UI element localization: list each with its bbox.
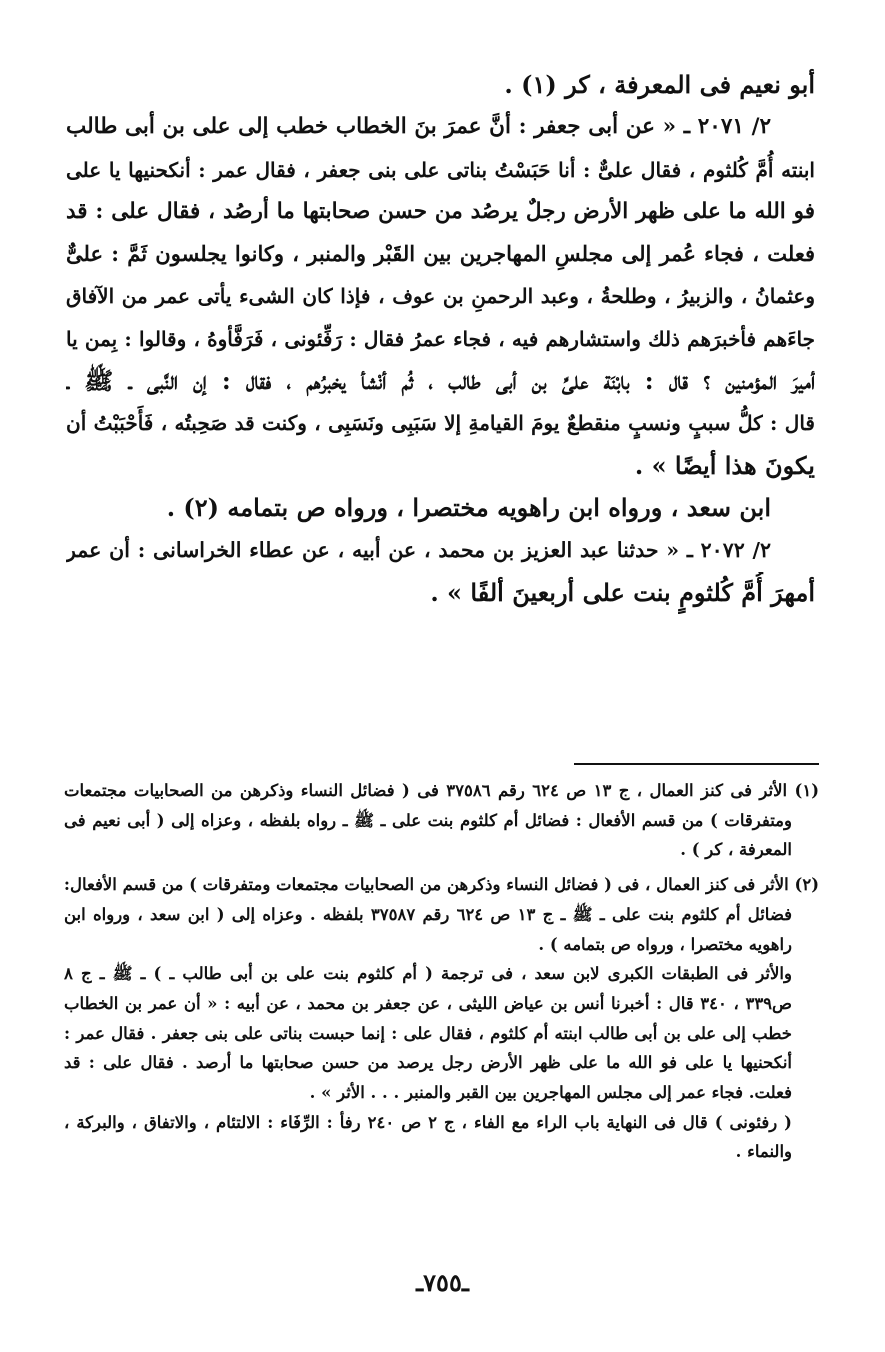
footnote-line: (٢) الأثر فى كنز العمال ، فى ( فضائل النساء وذكرهن من الصحابيات مجتمعات ومتفرقات ) من قسم الأفعال: <box>64 875 819 895</box>
text-line: ابنته أُمَّ كُلثوم ، فقال علىٌّ : أنا حَبَسْتُ بناتى على بنى جعفر ، فقال عمر : أنكحنيها يا على <box>66 157 815 182</box>
text-line: أبو نعيم فى المعرفة ، كر (١) . <box>504 70 815 99</box>
footnote-line: أنكحنيها يا على فو الله ما على ظهر الأرض رجل يرصد من حسن صحابتها ما أرصد . فقال على : قد <box>64 1053 792 1073</box>
footnote-line: (١) الأثر فى كنز العمال ، ج ١٣ ص ٦٢٤ رقم ٣٧٥٨٦ فى ( فضائل النساء وذكرهن من الصحابيات مجتمعات <box>64 781 819 800</box>
text-line: قال : كلُّ سببٍ ونسبٍ منقطعٌ يومَ القيامةِ إلا سَبَبِى ونَسَبِى ، وكنت قد صَحِبتُه ، فَأَحْبَبْتُ أن <box>66 411 815 436</box>
text-line: ٢/ ٢٠٧٢ ـ « حدثنا عبد العزيز بن محمد ، عن أبيه ، عن عطاء الخراسانى : أن عمر <box>66 538 772 563</box>
text-line: جاءَهم فأخبرَهم ذلك واستشارهم فيه ، فجاء عمرُ فقال : رَفِّئونى ، فَرَفَّأوهُ ، وقالوا : بِمن يا <box>66 326 815 351</box>
text-line: وعثمانُ ، والزبيرُ ، وطلحةُ ، وعبد الرحمنِ بن عوف ، فإذا كان الشىء يأتى عمر من الآفاق <box>66 284 815 309</box>
footnote-line: المعرفة ، كر ) . <box>680 840 792 860</box>
footnote-line: خطب إلى على بن أبى طالب ابنته أم كلثوم ، فقال على : إنما حبست بناتى على بنى جعفر . فقال عمر : <box>64 1023 792 1043</box>
text-line: فو الله ما على ظهر الأرض رجلٌ يرصُد من حسن صحابتها ما أرصُد ، فقال على : قد <box>66 198 815 224</box>
text-line: ابن سعد ، ورواه ابن راهويه مختصرا ، ورواه ص بتمامه (٢) . <box>166 492 771 522</box>
text-line: ٢/ ٢٠٧١ ـ « عن أبى جعفر : أنَّ عمرَ بنَ الخطاب خطب إلى على بن أبى طالب <box>66 114 771 140</box>
footnote-line: والأثر فى الطبقات الكبرى لابن سعد ، فى ترجمة ( أم كلثوم بنت على بن أبى طالب ـ ) ـ ﷺ ـ ج ٨ <box>64 964 792 984</box>
text-line: أميرَ المؤمنين ؟ قال : بابْنَة علىِّ بن أبى طالب ، ثُم أنْشأ يخبرُهم ، فقال : إن النَّبى ـ ﷺ ـ <box>66 366 815 396</box>
page-number: ـ٧٥٥ـ <box>416 1268 469 1297</box>
footnote-line: فعلت. فجاء عمر إلى مجلس المهاجرين بين القبر والمنبر . . . الأثر » . <box>309 1083 792 1103</box>
main-text <box>66 64 815 614</box>
footnote-line: ( رفئونى ) قال فى النهاية باب الراء مع الفاء ، ج ٢ ص ٢٤٠ رفأ : الرِّفَاء : الالتئام ، والاتفاق ، والبركة ، <box>64 1112 792 1132</box>
text-line: يكونَ هذا أيضًا » . <box>634 450 815 480</box>
footnote-line: ومتفرقات ) من قسم الأفعال : فضائل أم كلثوم بنت على ـ ﷺ ـ رواه بلفظه ، وعزاه إلى ( أبى نعيم فى <box>64 810 792 830</box>
footnote-separator <box>574 763 819 765</box>
footnotes <box>64 776 819 1167</box>
footnote-line: فضائل أم كلثوم بنت على ـ ﷺ ـ ج ١٣ ص ٦٢٤ رقم ٣٧٥٨٧ بلفظه . وعزاه إلى ( ابن سعد ، ورواه ابن <box>64 904 793 924</box>
footnote-line: والنماء . <box>735 1142 792 1162</box>
text-line: أمهرَ أُمَّ كُلثومٍ بنت على أربعينَ ألفًا » . <box>430 577 815 607</box>
text-line: فعلت ، فجاء عُمر إلى مجلسِ المهاجرين بين القَبْر والمنبر ، وكانوا يجلسون ثَمَّ : علىٌّ <box>66 241 815 267</box>
footnote-line: راهويه مختصرا ، ورواه ص بتمامه ) . <box>538 934 792 954</box>
footnote-line: ص٣٣٩ ، ٣٤٠ قال : أخبرنا أنس بن عياض الليثى ، عن جعفر بن محمد ، عن أبيه : « أن عمر بن الخطاب <box>64 993 792 1013</box>
